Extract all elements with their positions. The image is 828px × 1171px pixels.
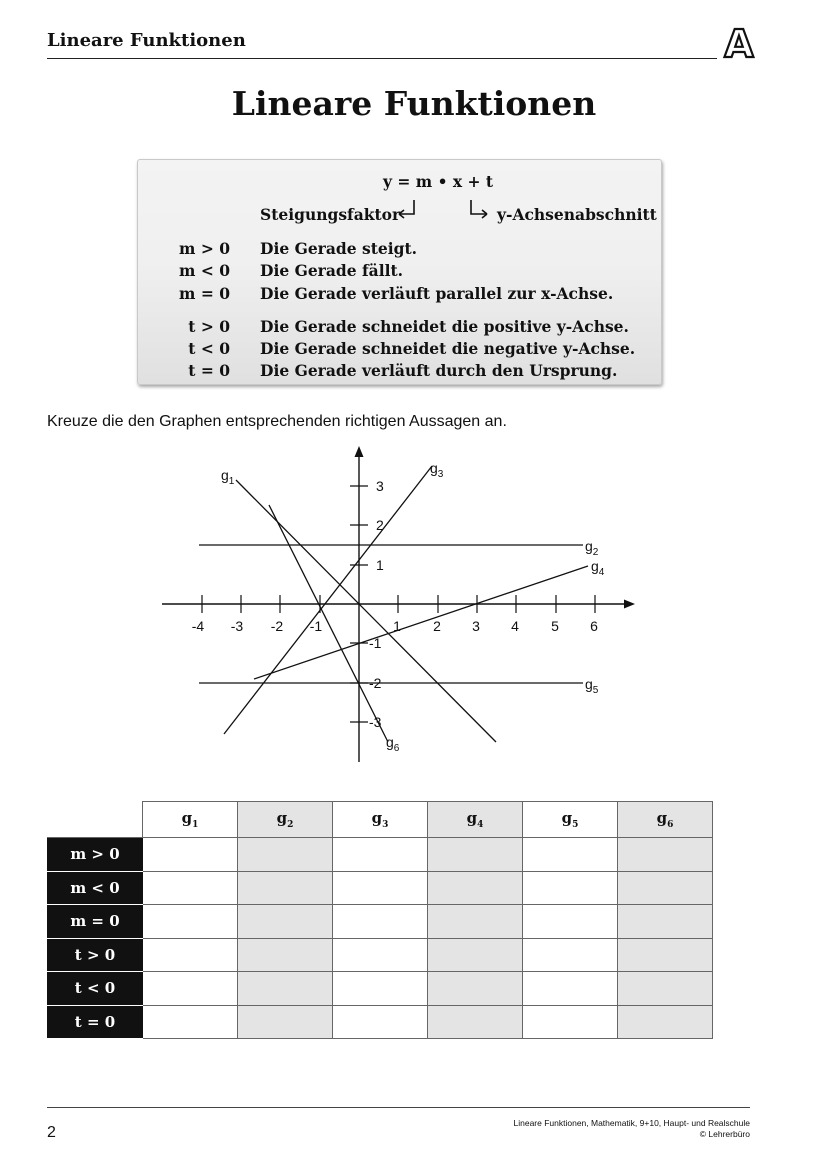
- x-tick-label: 3: [472, 618, 480, 634]
- rule-condition: t = 0: [188, 361, 230, 380]
- footer-rule: [47, 1107, 750, 1108]
- table-corner: [48, 802, 143, 838]
- line-label-g5: $g_5$: [585, 676, 599, 696]
- table-row: [48, 838, 713, 872]
- answer-cell[interactable]: [428, 972, 523, 1006]
- x-tick-label: 6: [590, 618, 598, 634]
- rule-text: Die Gerade verläuft durch den Ursprung.: [260, 361, 618, 380]
- answer-cell[interactable]: [333, 972, 428, 1006]
- page-title: Lineare Funktionen: [231, 84, 597, 123]
- rule-condition: t > 0: [188, 317, 230, 336]
- answer-cell[interactable]: [333, 938, 428, 972]
- row-label: m = 0: [48, 905, 143, 939]
- answer-cell[interactable]: [428, 938, 523, 972]
- rule-text: Die Gerade verläuft parallel zur x-Achse.: [260, 284, 614, 303]
- answer-cell[interactable]: [143, 905, 238, 939]
- line-g6: [269, 505, 388, 742]
- answer-cell[interactable]: [523, 871, 618, 905]
- row-label: t > 0: [48, 938, 143, 972]
- answer-cell[interactable]: [333, 871, 428, 905]
- answer-cell[interactable]: [238, 1005, 333, 1039]
- answer-cell[interactable]: [333, 1005, 428, 1039]
- x-tick-label: -3: [230, 618, 244, 634]
- answer-cell[interactable]: [618, 871, 713, 905]
- answer-cell[interactable]: [238, 972, 333, 1006]
- answer-cell[interactable]: [618, 838, 713, 872]
- answer-cell[interactable]: [428, 905, 523, 939]
- x-tick-label: -1: [309, 618, 323, 634]
- column-header-g2: $g_2$: [238, 802, 333, 838]
- arrow-left-hook-icon: [394, 197, 420, 221]
- y-tick-label: 1: [376, 557, 384, 573]
- logo-a-icon: [722, 24, 756, 62]
- table-header-row: [48, 802, 713, 838]
- answer-cell[interactable]: [238, 838, 333, 872]
- answer-cell[interactable]: [523, 972, 618, 1006]
- x-axis-arrow-icon: [624, 600, 635, 609]
- intercept-label: y-Achsenabschnitt: [497, 205, 657, 224]
- y-axis-arrow-icon: [355, 446, 364, 457]
- y-tick-label: -1: [369, 635, 382, 651]
- answer-cell[interactable]: [143, 871, 238, 905]
- rule-condition: m = 0: [179, 284, 230, 303]
- table-row: [48, 871, 713, 905]
- row-label: t < 0: [48, 972, 143, 1006]
- rule-condition: t < 0: [188, 339, 230, 358]
- x-tick-label: -4: [191, 618, 205, 634]
- header-title: Lineare Funktionen: [47, 30, 246, 51]
- x-tick-label: 5: [551, 618, 559, 634]
- answer-cell[interactable]: [523, 938, 618, 972]
- line-g4: [254, 566, 588, 679]
- column-header-g4: $g_4$: [428, 802, 523, 838]
- footer-copyright: © Lehrerbüro: [699, 1129, 750, 1139]
- table-row: [48, 905, 713, 939]
- rule-condition: m < 0: [179, 261, 230, 280]
- answer-cell[interactable]: [523, 838, 618, 872]
- coordinate-graph: [150, 440, 650, 770]
- row-label: m > 0: [48, 838, 143, 872]
- answer-cell[interactable]: [523, 905, 618, 939]
- y-tick-label: 2: [376, 517, 384, 533]
- answer-table: [47, 801, 713, 1039]
- table-row: [48, 972, 713, 1006]
- answer-cell[interactable]: [428, 838, 523, 872]
- header-rule: [47, 58, 717, 59]
- answer-cell[interactable]: [618, 972, 713, 1006]
- line-label-g4: $g_4$: [591, 558, 605, 578]
- line-label-g1: $g_1$: [221, 467, 235, 487]
- rule-text: Die Gerade steigt.: [260, 239, 418, 258]
- column-header-g6: $g_6$: [618, 802, 713, 838]
- answer-cell[interactable]: [618, 1005, 713, 1039]
- x-tick-label: 4: [511, 618, 519, 634]
- column-header-g3: $g_3$: [333, 802, 428, 838]
- answer-cell[interactable]: [143, 938, 238, 972]
- column-header-g1: $g_1$: [143, 802, 238, 838]
- answer-cell[interactable]: [238, 871, 333, 905]
- answer-cell[interactable]: [333, 838, 428, 872]
- answer-cell[interactable]: [238, 905, 333, 939]
- table-row: [48, 1005, 713, 1039]
- rule-text: Die Gerade schneidet die positive y-Achse.: [260, 317, 629, 336]
- footer-source-line: Lineare Funktionen, Mathematik, 9+10, Haupt- und Realschule: [513, 1118, 750, 1128]
- page-number: 2: [47, 1124, 56, 1141]
- table-row: [48, 938, 713, 972]
- answer-cell[interactable]: [428, 1005, 523, 1039]
- answer-cell[interactable]: [428, 871, 523, 905]
- line-label-g6: $g_6$: [386, 734, 400, 754]
- formula: y = m • x + t: [383, 172, 494, 191]
- row-label: t = 0: [48, 1005, 143, 1039]
- rule-text: Die Gerade fällt.: [260, 261, 404, 280]
- x-tick-label: 1: [393, 618, 401, 634]
- answer-cell[interactable]: [618, 905, 713, 939]
- formula-info-box: [137, 159, 662, 385]
- y-tick-label: 3: [376, 478, 384, 494]
- instruction-text: Kreuze die den Graphen entsprechenden richtigen Aussagen an.: [47, 413, 507, 430]
- line-g3: [224, 466, 432, 734]
- x-tick-label: 2: [433, 618, 441, 634]
- line-label-g3: $g_3$: [430, 460, 444, 480]
- answer-cell[interactable]: [143, 1005, 238, 1039]
- answer-cell[interactable]: [333, 905, 428, 939]
- rule-text: Die Gerade schneidet die negative y-Achse.: [260, 339, 636, 358]
- row-label: m < 0: [48, 871, 143, 905]
- footer-source: [514, 1118, 751, 1140]
- arrow-right-hook-icon: [467, 197, 493, 221]
- column-header-g5: $g_5$: [523, 802, 618, 838]
- y-tick-label: -3: [369, 714, 382, 730]
- answer-cell[interactable]: [523, 1005, 618, 1039]
- logo-letter: A: [724, 24, 754, 62]
- rule-condition: m > 0: [179, 239, 230, 258]
- line-label-g2: $g_2$: [585, 538, 599, 558]
- y-tick-label: -2: [369, 675, 382, 691]
- answer-cell[interactable]: [143, 838, 238, 872]
- slope-label: Steigungsfaktor: [260, 205, 401, 224]
- answer-cell[interactable]: [238, 938, 333, 972]
- x-tick-label: -2: [270, 618, 284, 634]
- answer-cell[interactable]: [618, 938, 713, 972]
- answer-cell[interactable]: [143, 972, 238, 1006]
